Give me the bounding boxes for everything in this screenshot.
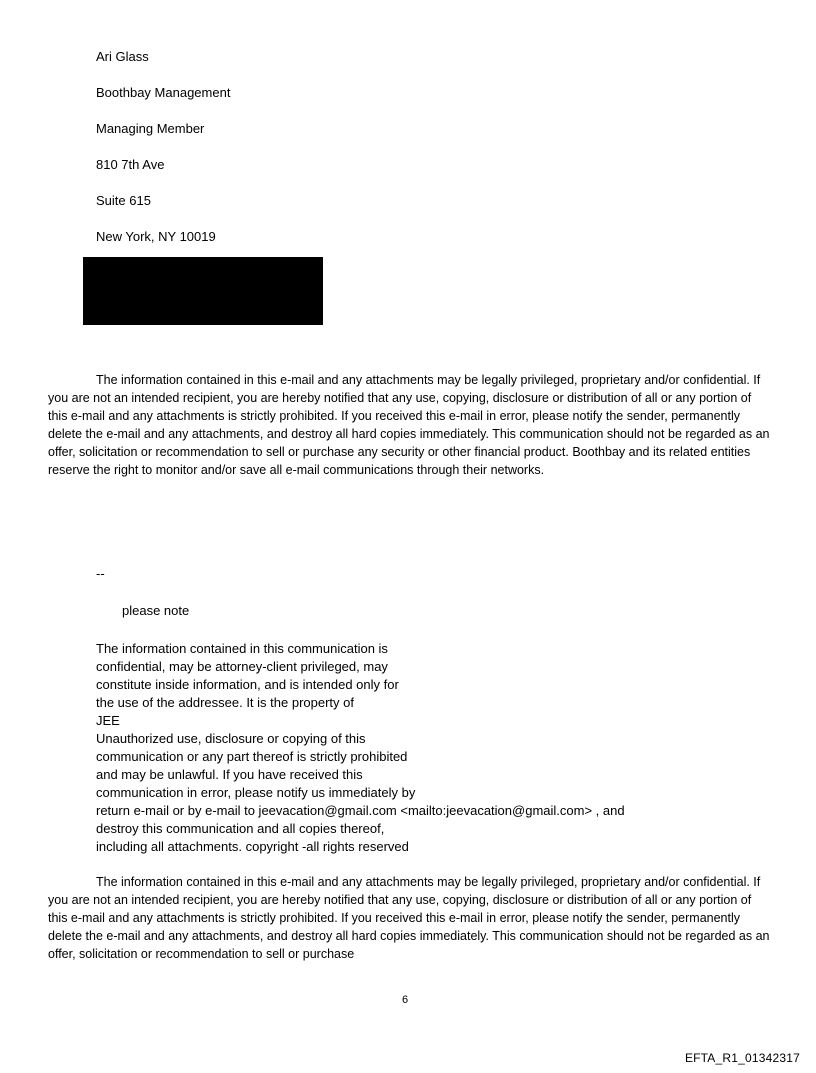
notice-line: destroy this communication and all copies thereof, <box>96 821 385 836</box>
signature-city-state-zip: New York, NY 10019 <box>96 229 216 244</box>
notice-line: Unauthorized use, disclosure or copying of this <box>96 731 366 746</box>
signature-title: Managing Member <box>96 121 205 136</box>
signature-separator: -- <box>96 566 105 581</box>
signature-name: Ari Glass <box>96 49 149 64</box>
disclaimer-paragraph-2: The information contained in this e-mail and any attachments may be legally privileged, proprietary and/or confidential. If you are not an intended recipient, you are hereby notified that any use, copying, disclosure or distribution of all or any portion of this e-mail and any attachments is strictly prohibited. If you received this e-mail in error, please notify the sender, permanently delete the e-mail and any attachments, and destroy all hard copies immediately. This communication should not be regarded as an offer, solicitation or recommendation to sell or purchase <box>48 875 770 961</box>
disclaimer-paragraph-1: The information contained in this e-mail and any attachments may be legally privileged, proprietary and/or confidential. If you are not an intended recipient, you are hereby notified that any use, copying, disclosure or distribution of all or any portion of this e-mail and any attachments is strictly prohibited. If you received this e-mail in error, please notify the sender, permanently delete the e-mail and any attachments, and destroy all hard copies immediately. This communication should not be regarded as an offer, solicitation or recommendation to sell or purchase any security or other financial product. Boothbay and its related entities reserve the right to monitor and/or save all e-mail communications through their networks. <box>48 373 770 477</box>
notice-line: constitute inside information, and is intended only for <box>96 677 399 692</box>
redaction-block <box>83 257 323 325</box>
notice-line: JEE <box>96 713 120 728</box>
notice-line: and may be unlawful. If you have received this <box>96 767 363 782</box>
document-id: EFTA_R1_01342317 <box>684 1051 800 1065</box>
notice-line: communication or any part thereof is strictly prohibited <box>96 749 408 764</box>
notice-line: The information contained in this communication is <box>96 641 388 656</box>
signature-address-line1: 810 7th Ave <box>96 157 165 172</box>
notice-line: communication in error, please notify us immediately by <box>96 785 416 800</box>
signature-company: Boothbay Management <box>96 85 231 100</box>
notice-line: including all attachments. copyright -all rights reserved <box>96 839 409 854</box>
signature-address-line2: Suite 615 <box>96 193 151 208</box>
notice-line: confidential, may be attorney-client privileged, may <box>96 659 388 674</box>
notice-line: the use of the addressee. It is the property of <box>96 695 354 710</box>
notice-line-email[interactable]: return e-mail or by e-mail to jeevacation@gmail.com <mailto:jeevacation@gmail.com> , and <box>96 803 625 818</box>
confidentiality-notice <box>96 640 625 856</box>
page-number: 6 <box>402 994 409 1006</box>
please-note-label: please note <box>122 603 190 618</box>
